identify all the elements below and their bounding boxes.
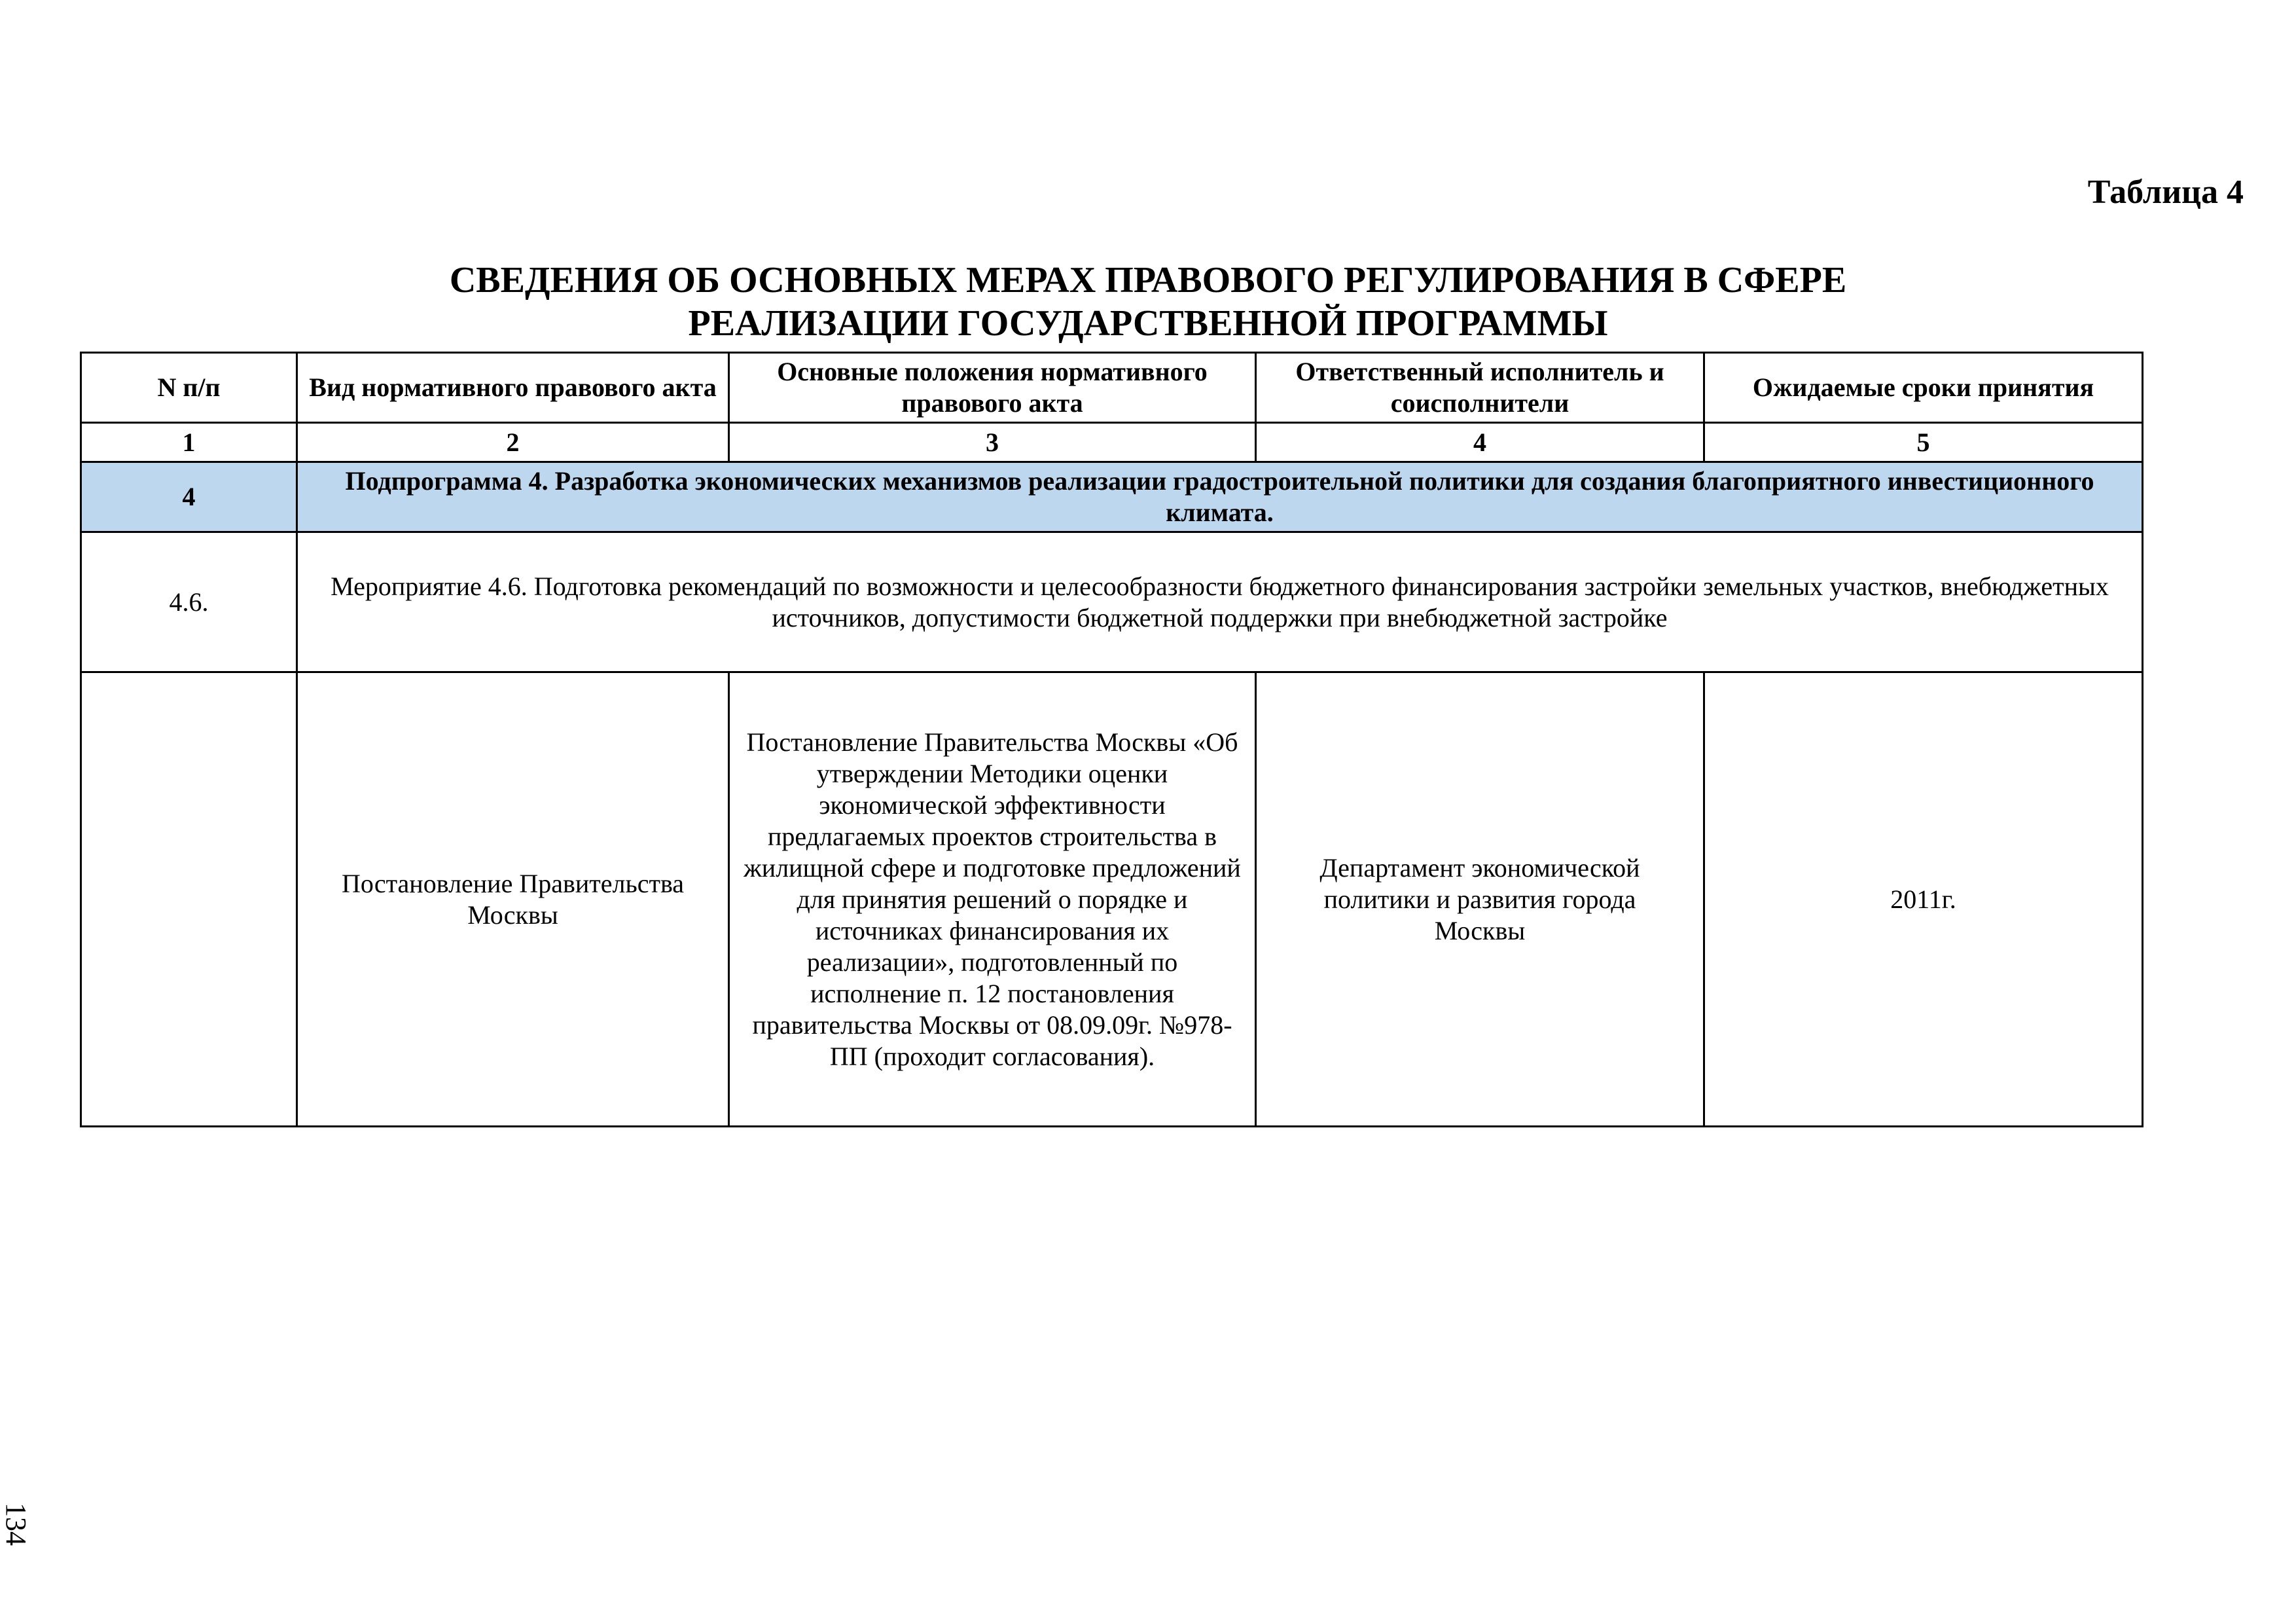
header-act-type: Вид нормативного правового акта — [297, 353, 729, 423]
table-header-row — [81, 353, 2143, 423]
subprogram-number: 4 — [81, 462, 297, 532]
column-number: 1 — [81, 423, 297, 462]
header-executor: Ответственный исполнитель и соисполнители — [1256, 353, 1704, 423]
act-type-cell: Постановление Правительства Москвы — [297, 672, 729, 1127]
provisions-cell: Постановление Правительства Москвы «Об утверждении Методики оценки экономической эффективности предлагаемых проектов строительства в жилищной сфере и подготовке предложений для принятия решений о порядке и источниках финансирования их реализации», подготовленный по исполнение п. 12 постановления правительства Москвы от 08.09.09г. №978-ПП (проходит согласования). — [729, 672, 1256, 1127]
row-number — [81, 672, 297, 1127]
page-title-line-2: РЕАЛИЗАЦИИ ГОСУДАРСТВЕННОЙ ПРОГРАММЫ — [688, 303, 1608, 344]
header-number: N п/п — [81, 353, 297, 423]
column-number: 3 — [729, 423, 1256, 462]
table-label: Таблица 4 — [2087, 173, 2244, 211]
event-title: Мероприятие 4.6. Подготовка рекомендаций по возможности и целесообразности бюджетного финансирования застройки земельных участков, внебюджетных источников, допустимости бюджетной поддержки при внебюджетной застройке — [297, 532, 2143, 672]
event-row — [81, 532, 2143, 672]
regulation-table — [80, 352, 2144, 1127]
page-number: 134 — [0, 1503, 32, 1546]
column-number: 4 — [1256, 423, 1704, 462]
column-number: 2 — [297, 423, 729, 462]
subprogram-row — [81, 462, 2143, 532]
table-row — [81, 672, 2143, 1127]
subprogram-title: Подпрограмма 4. Разработка экономических механизмов реализации градостроительной политики для создания благоприятного инвестиционного климата. — [297, 462, 2143, 532]
column-number: 5 — [1704, 423, 2143, 462]
deadline-cell: 2011г. — [1704, 672, 2143, 1127]
executor-cell: Департамент экономической политики и развития города Москвы — [1256, 672, 1704, 1127]
header-deadline: Ожидаемые сроки принятия — [1704, 353, 2143, 423]
header-provisions: Основные положения нормативного правового акта — [729, 353, 1256, 423]
page-title — [0, 259, 2296, 345]
page-title-line-1: СВЕДЕНИЯ ОБ ОСНОВНЫХ МЕРАХ ПРАВОВОГО РЕГУЛИРОВАНИЯ В СФЕРЕ — [449, 260, 1847, 301]
column-numbers-row — [81, 423, 2143, 462]
event-number: 4.6. — [81, 532, 297, 672]
